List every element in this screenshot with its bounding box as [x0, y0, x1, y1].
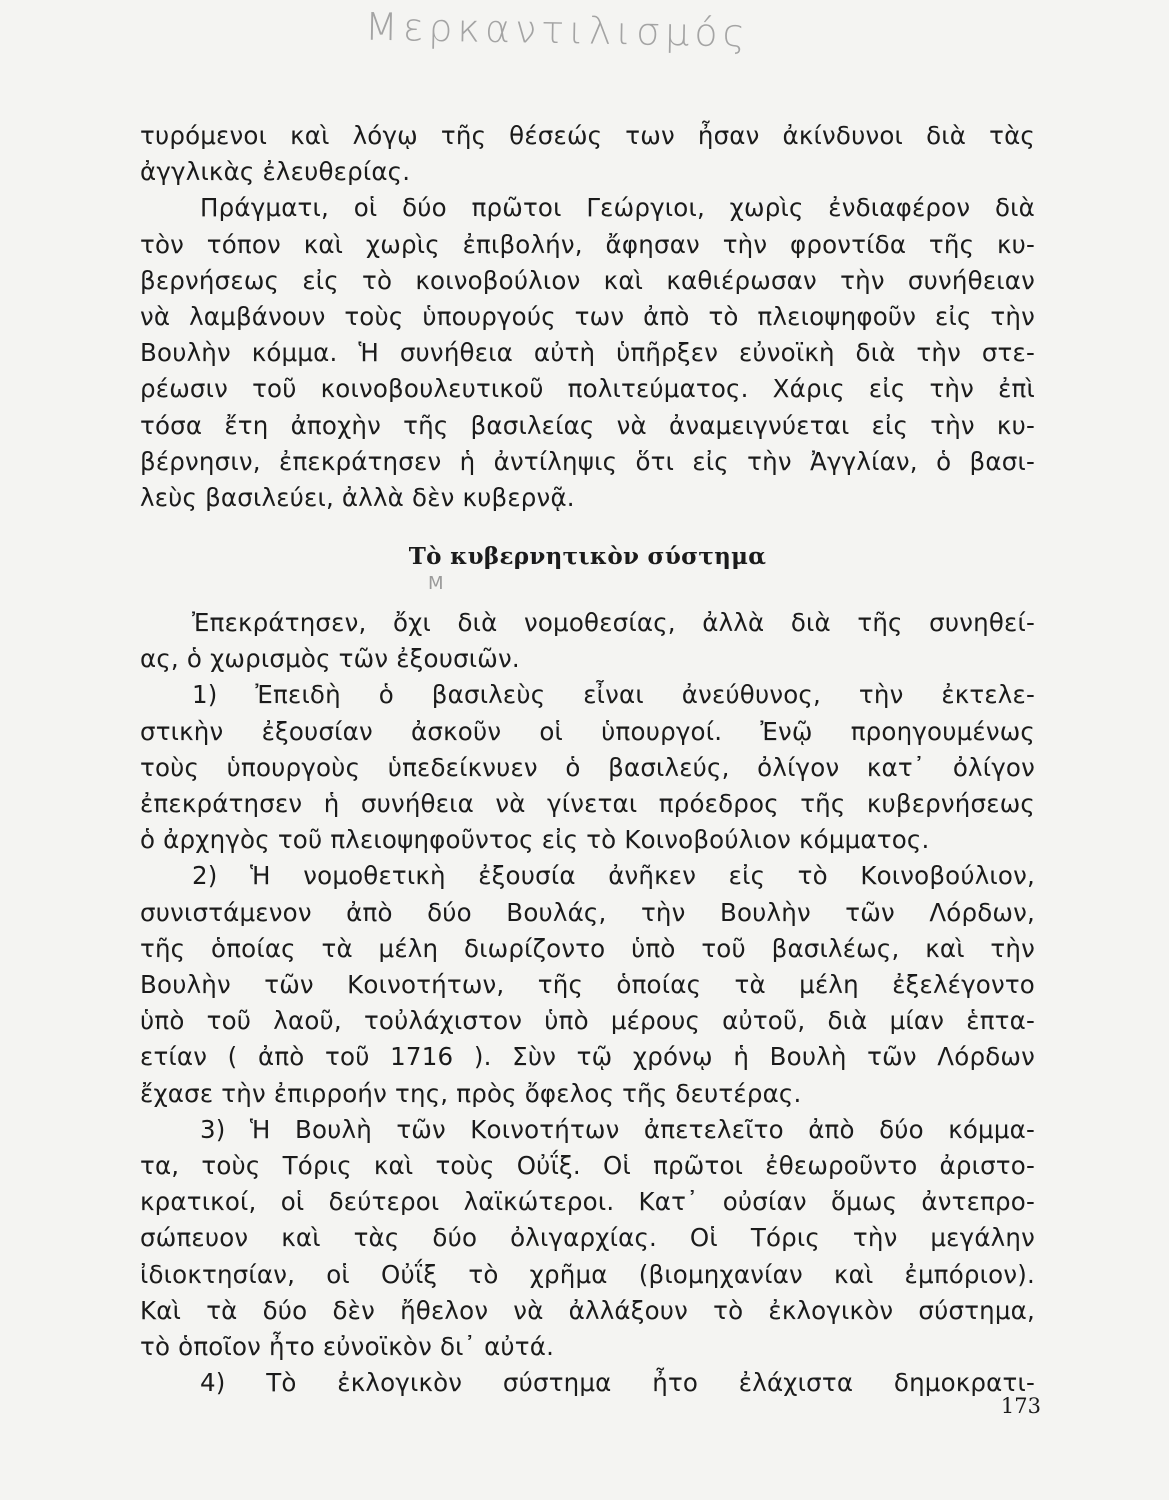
text-line: σώπευον καὶ τὰς δύο ὀλιγαρχίας. Οἱ Τόρις τὴν μεγάλην — [140, 1223, 1035, 1253]
text-line: τα, τοὺς Τόρις καὶ τοὺς Οὐΐξ. Οἱ πρῶτοι ἐθεωροῦντο ἀριστο- — [140, 1151, 1035, 1181]
page-number: 173 — [1000, 1394, 1041, 1418]
text-line: Βουλὴν κόμμα. Ἡ συνήθεια αὐτὴ ὑπῆρξεν εὐνοϊκὴ διὰ τὴν στε- — [140, 338, 1035, 368]
text-line: τὸν τόπον καὶ χωρὶς ἐπιβολήν, ἄφησαν τὴν φροντίδα τῆς κυ- — [140, 229, 1035, 259]
text-line: τοὺς ὑπουργοὺς ὑπεδείκνυεν ὁ βασιλεύς, ὀλίγον κατ᾿ ὀλίγον — [140, 752, 1035, 782]
text-line: λεὺς βασιλεύει, ἀλλὰ δὲν κυβερνᾷ. — [140, 483, 575, 513]
text-line: ρέωσιν τοῦ κοινοβουλευτικοῦ πολιτεύματος. Χάρις εἰς τὴν ἐπὶ — [140, 374, 1035, 404]
text-line: ὁ ἀρχηγὸς τοῦ πλειοψηφοῦντος εἰς τὸ Κοινοβούλιον κόμματος. — [140, 825, 930, 855]
text-line: τυρόμενοι καὶ λόγῳ τῆς θέσεώς των ἦσαν ἀκίνδυνοι διὰ τὰς — [140, 121, 1035, 150]
text-line: βέρνησιν, ἐπεκράτησεν ἡ ἀντίληψις ὅτι εἰς τὴν Ἀγγλίαν, ὁ βασι- — [140, 446, 1035, 476]
text-line: στικὴν ἐξουσίαν ἀσκοῦν οἱ ὑπουργοί. Ἐνῷ προηγουμένως — [140, 716, 1035, 746]
bottom-paragraph-block — [140, 605, 1035, 1401]
text-line: ἰδιοκτησίαν, οἱ Οὐΐξ τὸ χρῆμα (βιομηχανίαν καὶ ἐμπόριον). — [140, 1259, 1035, 1289]
text-line: ετίαν ( ἀπὸ τοῦ 1716 ). Σὺν τῷ χρόνῳ ἡ Βουλὴ τῶν Λόρδων — [140, 1042, 1035, 1072]
text-line: τόσα ἔτη ἀποχὴν τῆς βασιλείας νὰ ἀναμειγνύεται εἰς τὴν κυ- — [140, 410, 1035, 440]
text-line: τὸ ὁποῖον ἦτο εὐνοϊκὸν δι᾿ αὐτά. — [140, 1332, 555, 1362]
text-line: συνιστάμενον ἀπὸ δύο Βουλάς, τὴν Βουλὴν τῶν Λόρδων, — [140, 897, 1035, 927]
text-line: ὑπὸ τοῦ λαοῦ, τοὐλάχιστον ὑπὸ μέρους αὐτοῦ, διὰ μίαν ἑπτα- — [140, 1006, 1035, 1036]
text-line: 4) Τὸ ἐκλογικὸν σύστημα ἦτο ἐλάχιστα δημοκρατι- — [200, 1368, 1035, 1398]
text-line: 2) Ἡ νομοθετικὴ ἐξουσία ἀνῆκεν εἰς τὸ Κοινοβούλιον, — [192, 861, 1035, 891]
text-line: τῆς ὁποίας τὰ μέλη διωρίζοντο ὑπὸ τοῦ βασιλέως, καὶ τὴν — [140, 933, 1035, 963]
section-heading: Τὸ κυβερνητικὸν σύστημα — [408, 543, 767, 570]
text-line: νὰ λαμβάνουν τοὺς ὑπουργούς των ἀπὸ τὸ πλειοψηφοῦν εἰς τὴν — [140, 302, 1035, 332]
text-line: βερνήσεως εἰς τὸ κοινοβούλιον καὶ καθιέρωσαν τὴν συνήθειαν — [140, 265, 1035, 295]
text-line: Καὶ τὰ δύο δὲν ἤθελον νὰ ἀλλάξουν τὸ ἐκλογικὸν σύστημα, — [140, 1295, 1035, 1325]
text-line: Ἐπεκράτησεν, ὄχι διὰ νομοθεσίας, ἀλλὰ διὰ τῆς συνηθεί- — [192, 608, 1035, 637]
handwritten-mark: Μ — [428, 573, 444, 594]
text-line: 1) Ἐπειδὴ ὁ βασιλεὺς εἶναι ἀνεύθυνος, τὴν ἐκτελε- — [192, 680, 1035, 710]
handwritten-annotation: Μερκαντιλισμός — [364, 4, 751, 56]
text-line: ας, ὁ χωρισμὸς τῶν ἐξουσιῶν. — [140, 644, 520, 674]
text-line: Πράγματι, οἱ δύο πρῶτοι Γεώργιοι, χωρὶς ἐνδιαφέρον διὰ — [200, 193, 1035, 223]
text-line: 3) Ἡ Βουλὴ τῶν Κοινοτήτων ἀπετελεῖτο ἀπὸ δύο κόμμα- — [200, 1114, 1035, 1144]
text-line: ἔχασε τὴν ἐπιρροήν της, πρὸς ὄφελος τῆς δευτέρας. — [140, 1078, 802, 1108]
text-line: ἐπεκράτησεν ἡ συνήθεια νὰ γίνεται πρόεδρος τῆς κυβερνήσεως — [140, 789, 1035, 819]
text-line: κρατικοί, οἱ δεύτεροι λαϊκώτεροι. Κατ᾿ οὐσίαν ὅμως ἀντεπρο- — [140, 1187, 1035, 1217]
text-line: Βουλὴν τῶν Κοινοτήτων, τῆς ὁποίας τὰ μέλη ἐξελέγοντο — [140, 970, 1035, 1000]
top-paragraph-block — [140, 118, 1035, 516]
text-line: ἀγγλικὰς ἐλευθερίας. — [140, 157, 411, 187]
